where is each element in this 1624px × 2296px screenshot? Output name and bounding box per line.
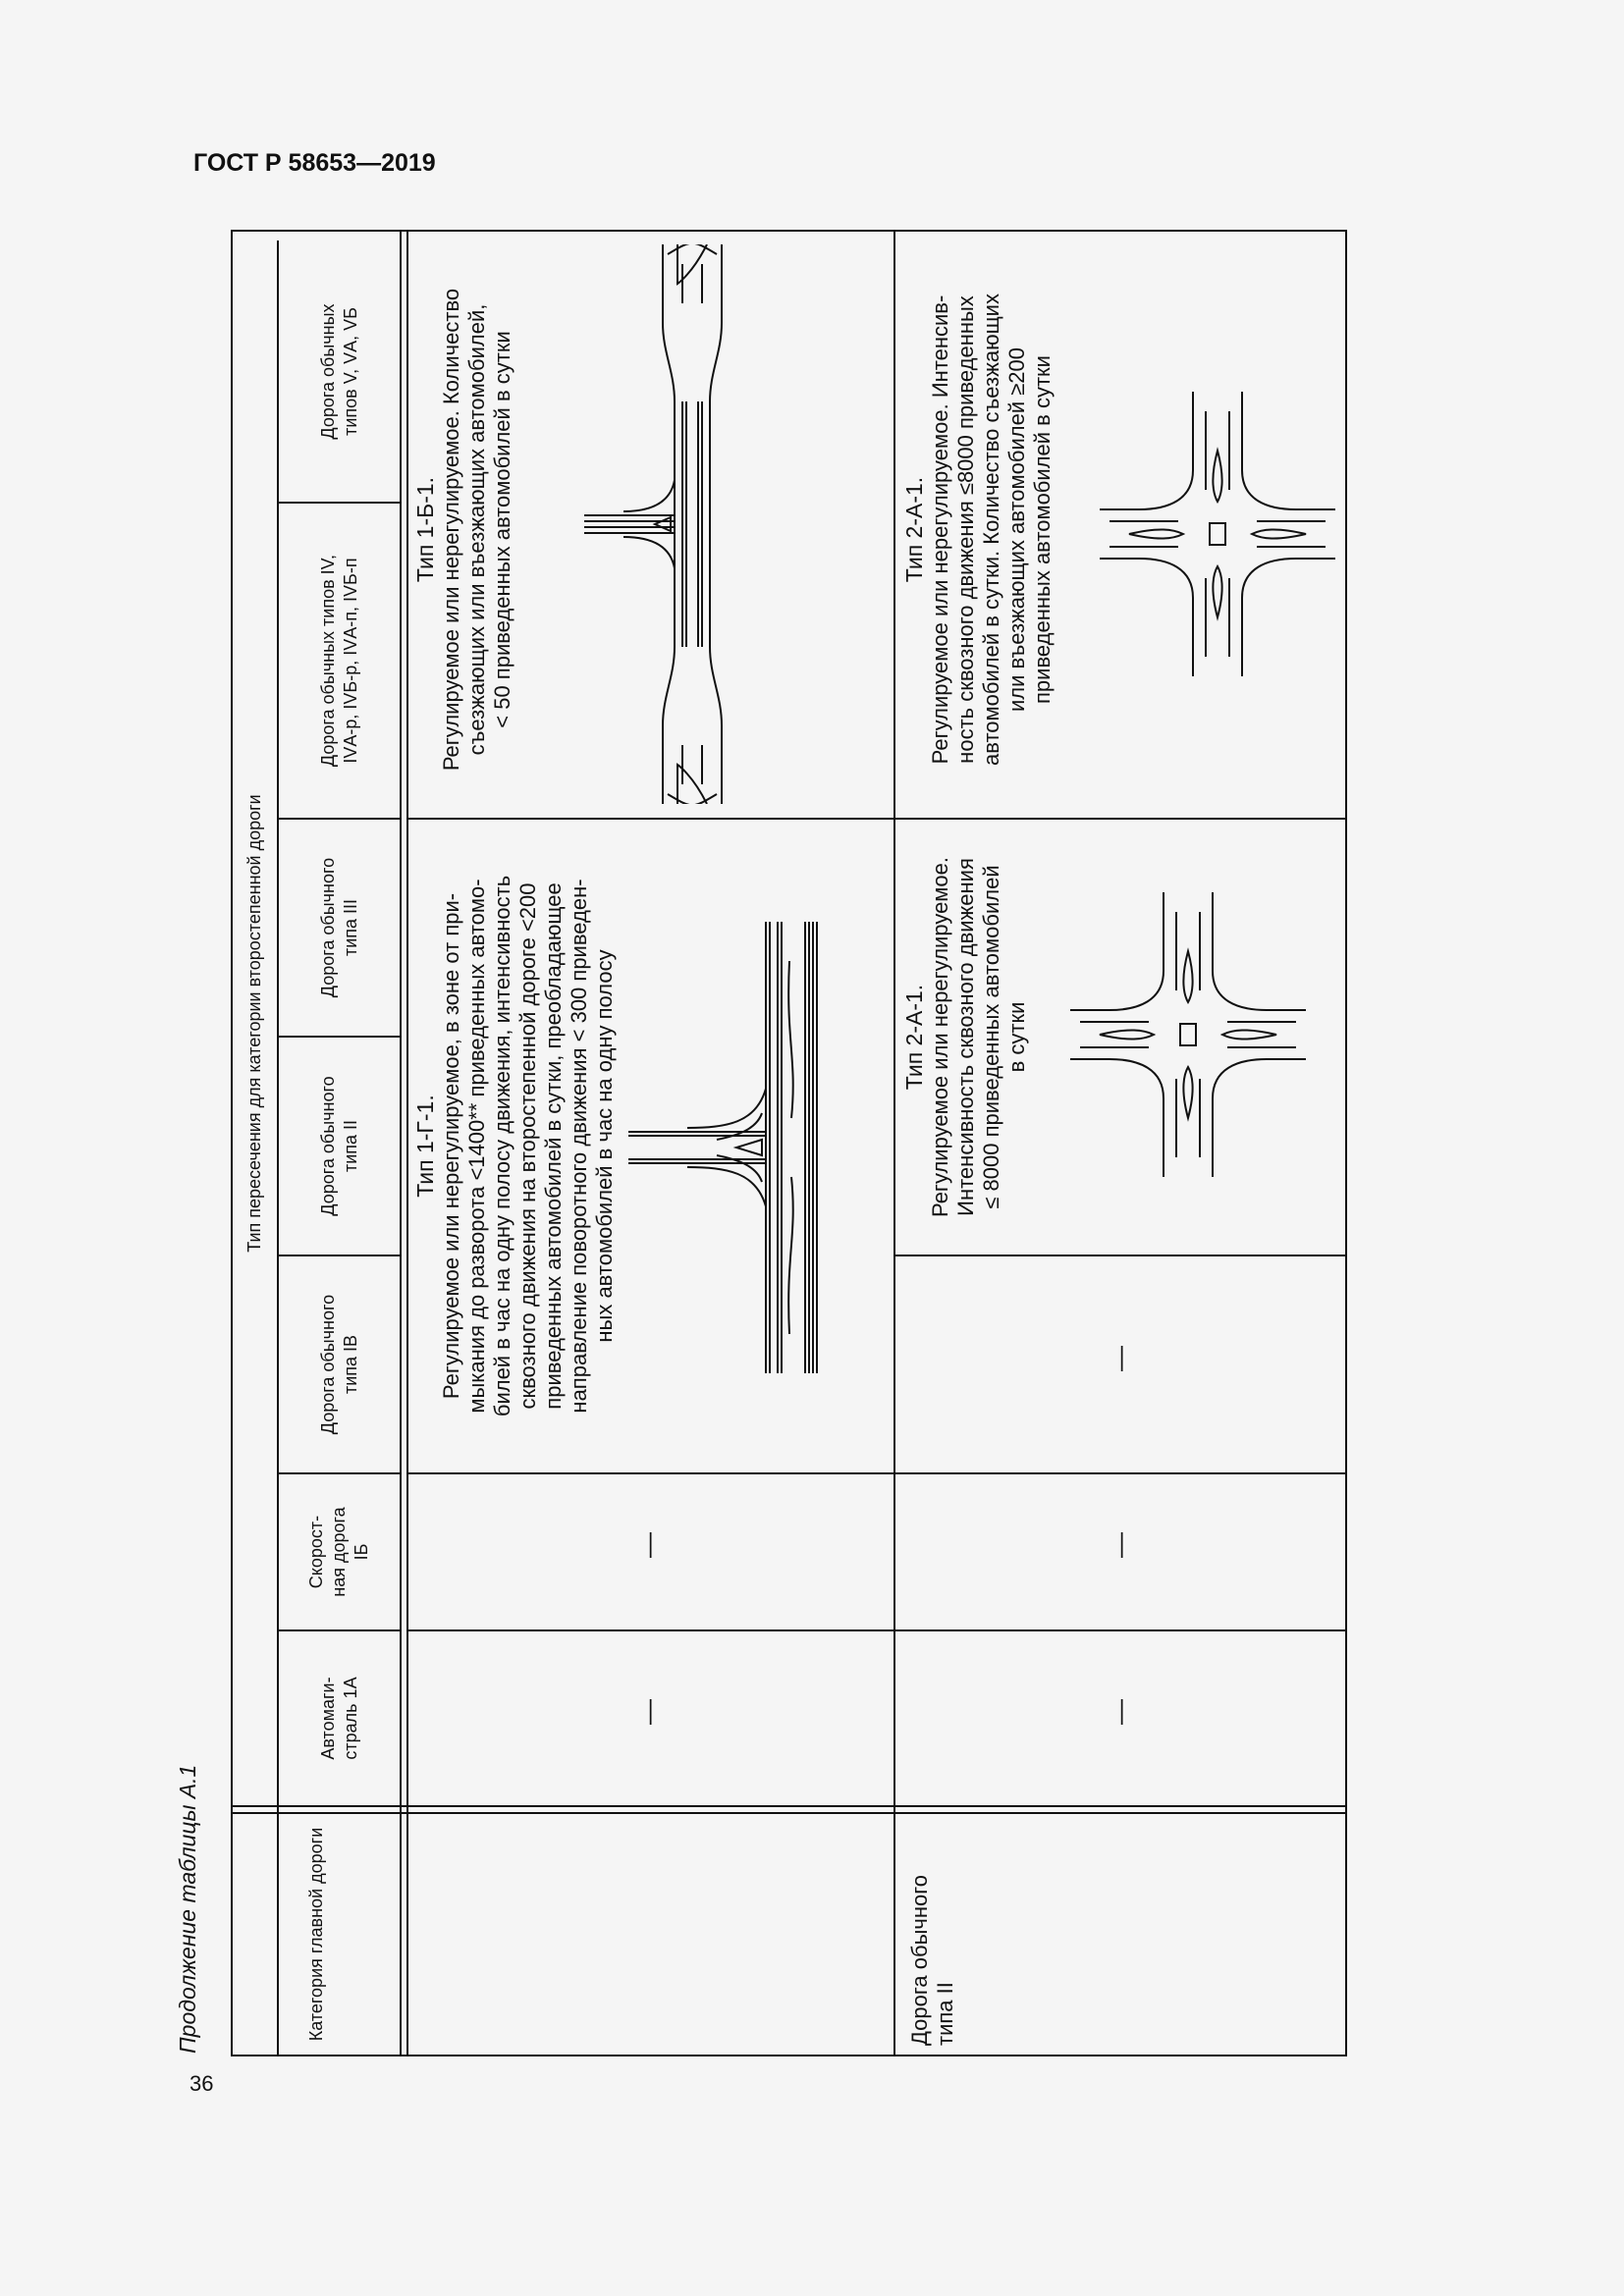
header-group: Тип пересечения для категории второстепенной дороги: [244, 794, 264, 1253]
row2-col3-dash: —: [1105, 1346, 1134, 1371]
row1-right-text: Регулируемое или нерегулируемое. Количество съезжающих или въезжающих автомобилей, < 50 приведенных автомобилей в сутки: [439, 288, 514, 772]
column-header-1b: Скорост- ная дорога IБ: [306, 1507, 371, 1597]
row2-mid-text: Регулируемое или нерегулируемое. Интенсивность сквозного движения ≤ 8000 приведенных автомобилей в сутки: [928, 856, 1029, 1218]
crossroad-diagram: [1070, 892, 1306, 1177]
header-main-category: Категория главной дороги: [305, 1827, 326, 2042]
column-header-1v: Дорога обычного типа IВ: [317, 1294, 360, 1435]
column-header-4: Дорога обычных типов IV, IVА-р, IVБ-р, IVА-п, IVБ-п: [317, 554, 360, 768]
document-header: ГОСТ Р 58653—2019: [193, 149, 436, 177]
row2-right-title: Тип 2-А-1.: [901, 476, 927, 583]
column-header-1a: Автомаги- страль 1А: [317, 1677, 360, 1760]
roundabout-turn-diagram: [584, 244, 879, 804]
row2-right-text: Регулируемое или нерегулируемое. Интенсив- ность сквозного движения ≤8000 приведенных автомобилей в сутки. Количество съезжающих или въезжающих автомобилей ≥200 приведенных автомобилей в сутки: [928, 294, 1055, 766]
row1-col1-dash: —: [633, 1699, 663, 1725]
row2-main-category: Дорога обычного типа II: [907, 1874, 957, 2046]
row1-span-text: Регулируемое или нерегулируемое, в зоне от при- мыкания до разворота <1400** приведенных автомо- билей в час на одну полосу движения, интенсивность сквозного движения на второстепенной дороге <200 приведенных автомобилей в сутки, преобладающее направление поворотного движения < 300 приведен- ных автомобилей в час на одну полосу: [439, 875, 617, 1417]
row1-col2-dash: —: [633, 1532, 663, 1558]
row1-span-title: Тип 1-Г-1.: [412, 1095, 438, 1198]
row2-col2-dash: —: [1105, 1532, 1134, 1558]
table-caption: Продолжение таблицы А.1: [175, 1764, 200, 2054]
column-header-2: Дорога обычного типа II: [317, 1076, 360, 1216]
page-number: 36: [189, 2071, 214, 2096]
column-header-3: Дорога обычного типа III: [317, 857, 360, 998]
row2-mid-title: Тип 2-А-1.: [901, 984, 927, 1091]
column-header-5: Дорога обычных типов V, VА, VБ: [317, 303, 360, 440]
row1-right-title: Тип 1-Б-1.: [412, 476, 438, 583]
crossroad-diagram-2: [1100, 392, 1335, 676]
row1-main-category: [407, 1813, 894, 2056]
t-junction-diagram: [589, 922, 884, 1373]
row2-col1-dash: —: [1105, 1699, 1134, 1725]
